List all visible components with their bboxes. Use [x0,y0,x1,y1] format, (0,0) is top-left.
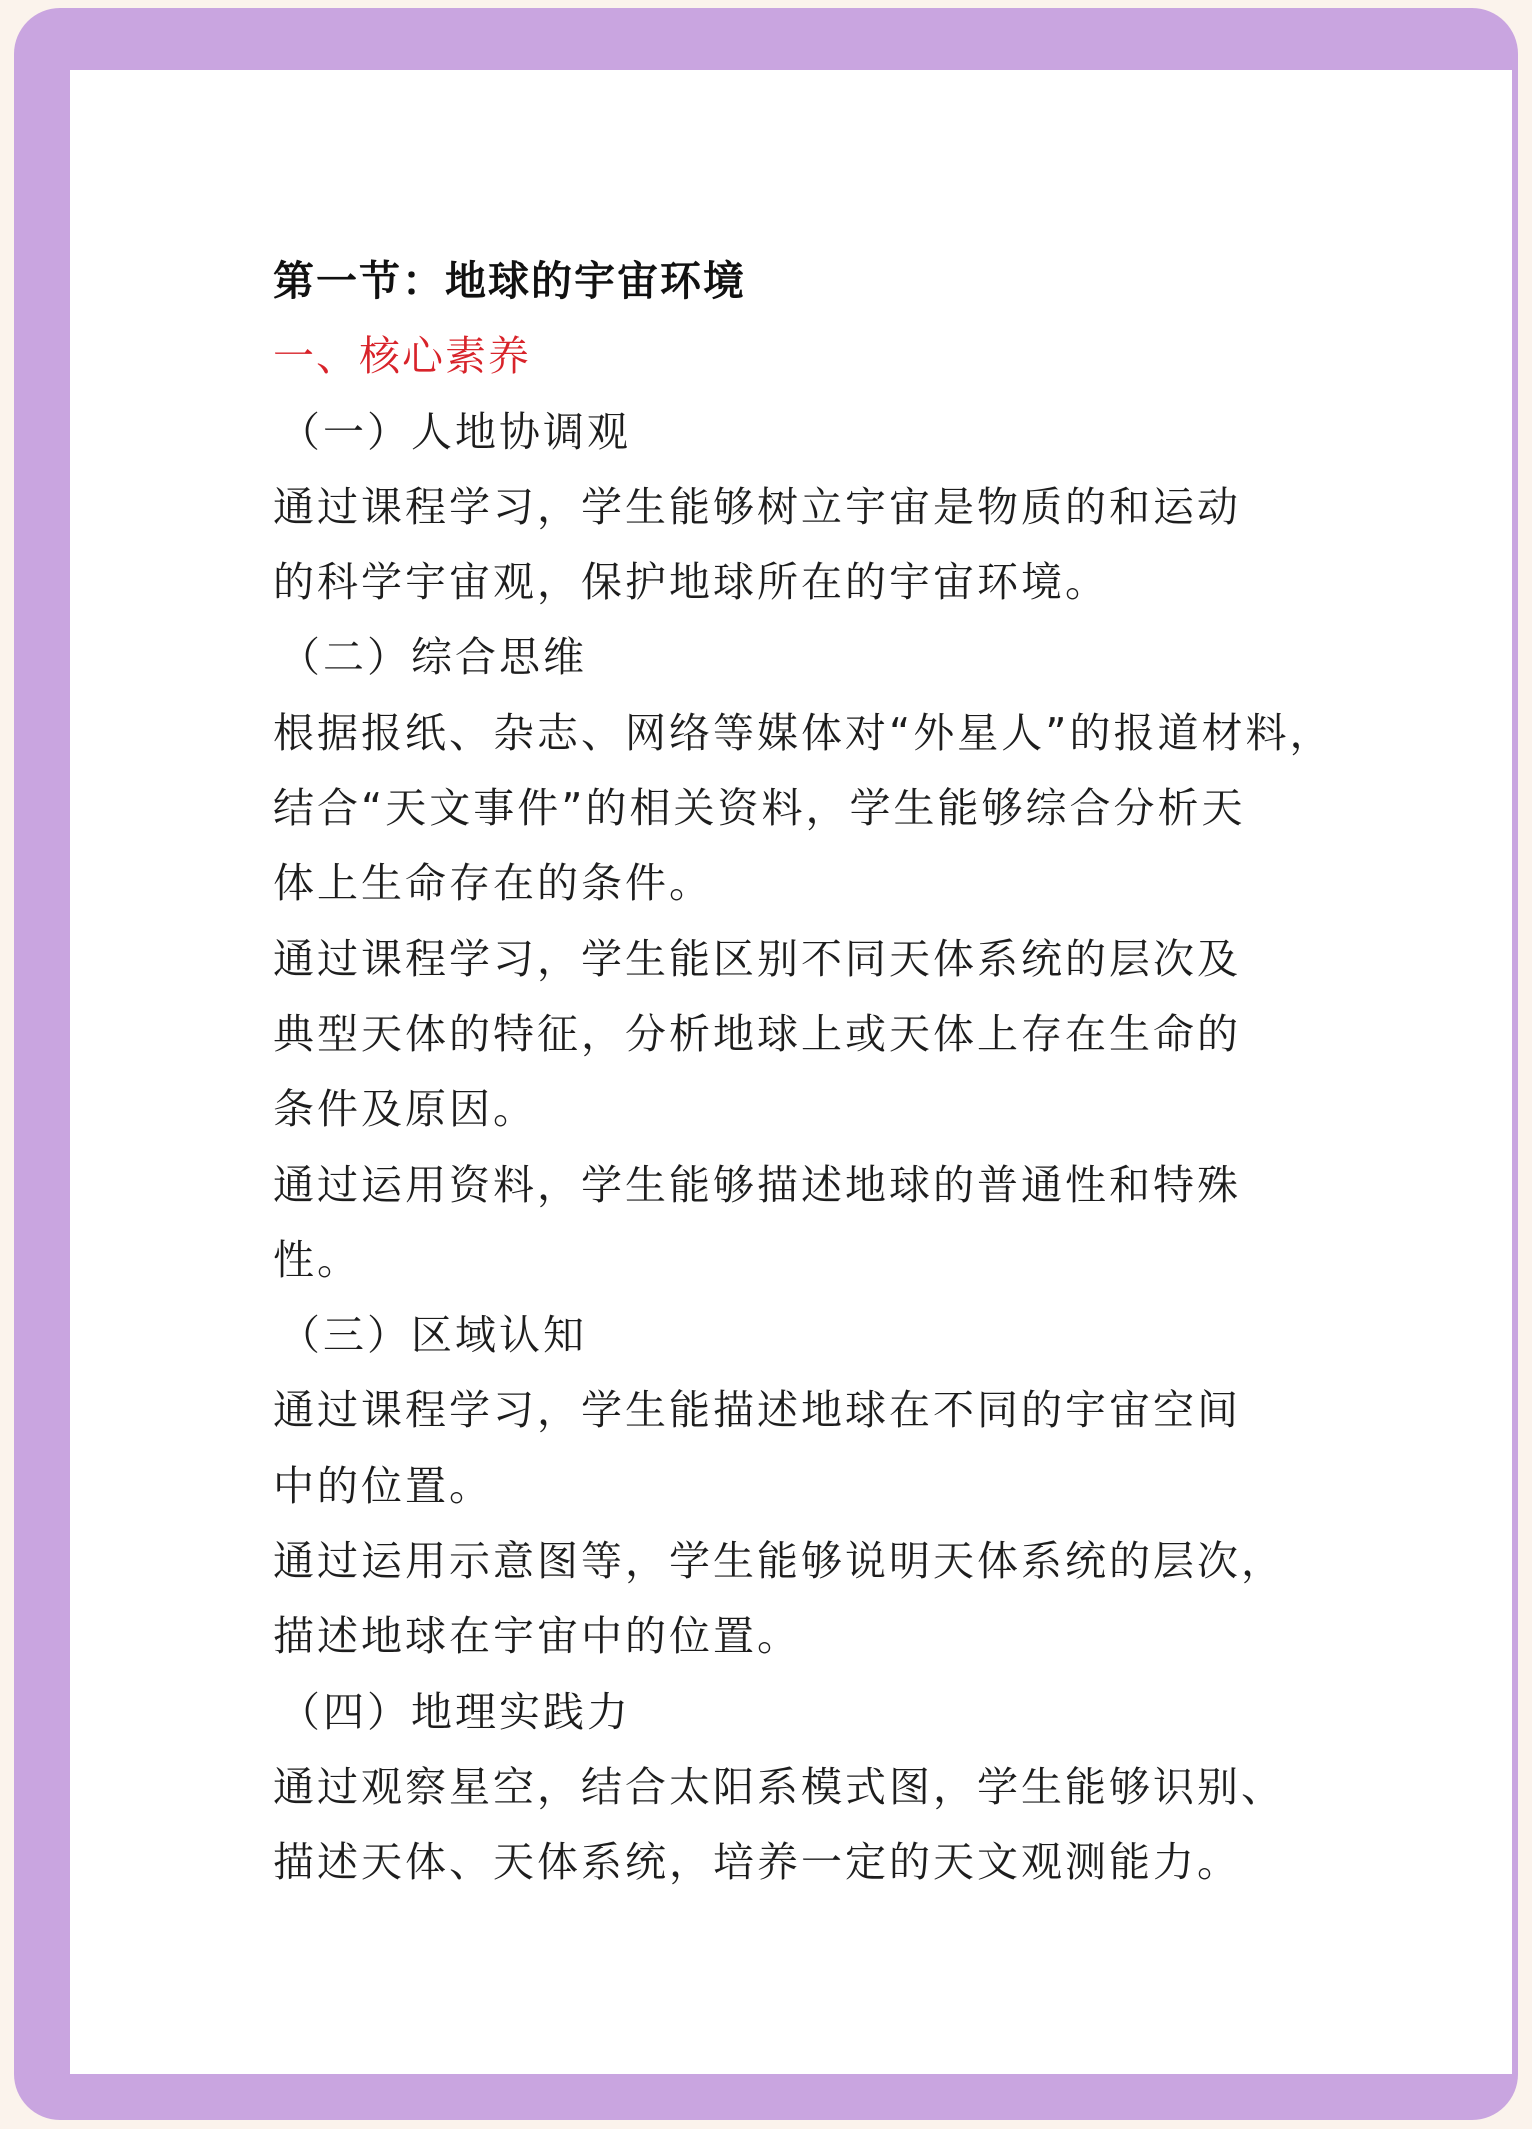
section-heading: 一、核心素养 [273,332,531,381]
paragraph-line: 条件及原因。 [273,1085,537,1134]
paragraph-line: 描述天体、天体系统，培养一定的天文观测能力。 [273,1838,1241,1887]
subheading-1: （一）人地协调观 [279,407,631,456]
paragraph-line: 结合“天文事件”的相关资料，学生能够综合分析天 [273,784,1246,833]
paragraph-line: 描述地球在宇宙中的位置。 [273,1612,801,1661]
paragraph-line: 通过课程学习，学生能够树立宇宙是物质的和运动 [273,482,1241,531]
paragraph-line: 通过课程学习，学生能区别不同天体系统的层次及 [273,934,1241,983]
paragraph-line: 性。 [273,1235,361,1284]
paragraph-line: 通过运用示意图等，学生能够说明天体系统的层次， [273,1537,1285,1586]
subheading-4: （四）地理实践力 [279,1687,631,1736]
page-title: 第一节：地球的宇宙环境 [273,257,746,305]
paragraph-line: 通过课程学习，学生能描述地球在不同的宇宙空间 [273,1386,1241,1435]
paragraph-line: 的科学宇宙观，保护地球所在的宇宙环境。 [273,558,1109,607]
paragraph-line: 通过观察星空，结合太阳系模式图，学生能够识别、 [273,1762,1285,1811]
document-body [273,244,1334,1901]
paragraph-line: 根据报纸、杂志、网络等媒体对“外星人”的报道材料， [273,708,1334,757]
paragraph-line: 典型天体的特征，分析地球上或天体上存在生命的 [273,1009,1241,1058]
paragraph-line: 通过运用资料，学生能够描述地球的普通性和特殊 [273,1160,1241,1209]
subheading-3: （三）区域认知 [279,1311,587,1360]
paragraph-line: 体上生命存在的条件。 [273,859,713,908]
subheading-2: （二）综合思维 [279,633,587,682]
paragraph-line: 中的位置。 [273,1461,493,1510]
